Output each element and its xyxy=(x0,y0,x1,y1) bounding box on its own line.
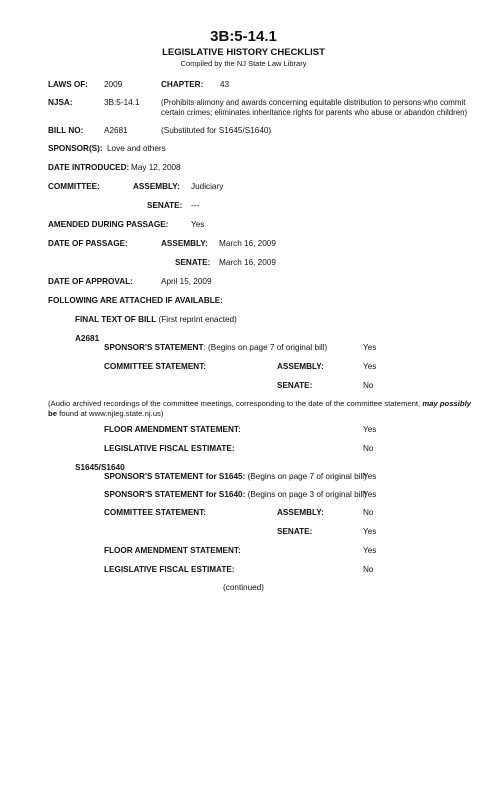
attached-heading: FOLLOWING ARE ATTACHED IF AVAILABLE: xyxy=(48,296,223,305)
s1645-committee-label: COMMITTEE STATEMENT: xyxy=(104,508,207,517)
s1645-floor-value: Yes xyxy=(363,546,377,555)
a2681-senate-value: No xyxy=(363,381,374,390)
njsa-description-line1: (Prohibits alimony and awards concerning equitable distribution to persons who commit xyxy=(161,98,466,107)
audio-note-be: be xyxy=(48,409,57,418)
passage-senate-value: March 16, 2009 xyxy=(219,258,276,267)
audio-note-link: found at www.njleg.state.nj.us) xyxy=(59,409,164,418)
s1645-senate-value: Yes xyxy=(363,527,377,536)
committee-assembly-value: Judiciary xyxy=(191,182,224,191)
continued-note: (continued) xyxy=(223,583,264,592)
date-introduced-value: May 12, 2008 xyxy=(131,163,181,172)
s1645-sponsor-row xyxy=(104,472,367,481)
a2681-floor-label: FLOOR AMENDMENT STATEMENT: xyxy=(104,425,241,434)
sponsors-label: SPONSOR(S): xyxy=(48,144,103,153)
audio-note-line1 xyxy=(48,399,471,408)
passage-assembly-value: March 16, 2009 xyxy=(219,239,276,248)
committee-senate-label: SENATE: xyxy=(147,201,183,210)
chapter-label: CHAPTER: xyxy=(161,80,204,89)
passage-label: DATE OF PASSAGE: xyxy=(48,239,128,248)
bill-no-label: BILL NO: xyxy=(48,126,84,135)
a2681-senate-label: SENATE: xyxy=(277,381,313,390)
amended-value: Yes xyxy=(191,220,205,229)
s1645-fiscal-value: No xyxy=(363,565,374,574)
a2681-sponsor-note: : (Begins on page 7 of original bill) xyxy=(203,343,328,352)
s1640-sponsor-note: (Begins on page 3 of original bill) xyxy=(247,490,367,499)
s1645-fiscal-label: LEGISLATIVE FISCAL ESTIMATE: xyxy=(104,565,235,574)
date-introduced-label: DATE INTRODUCED: xyxy=(48,163,130,172)
final-text-row xyxy=(75,315,237,324)
s1645-assembly-label: ASSEMBLY: xyxy=(277,508,324,517)
s1645-assembly-value: No xyxy=(363,508,374,517)
laws-of-label: LAWS OF: xyxy=(48,80,89,89)
a2681-sponsor-label: SPONSOR'S STATEMENT xyxy=(104,343,204,352)
final-text-note: (First reprint enacted) xyxy=(158,315,237,324)
statute-number: 3B:5-14.1 xyxy=(210,28,277,45)
s1640-sponsor-row xyxy=(104,490,367,499)
passage-assembly-label: ASSEMBLY: xyxy=(161,239,208,248)
a2681-assembly-label: ASSEMBLY: xyxy=(277,362,324,371)
a2681-fiscal-label: LEGISLATIVE FISCAL ESTIMATE: xyxy=(104,444,235,453)
final-text-label: FINAL TEXT OF BILL xyxy=(75,315,157,324)
njsa-description-line2: certain crimes; eliminates inheritance rights for parents who abuse or abandon children) xyxy=(161,108,468,117)
compiled-by: Compiled by the NJ State Law Library xyxy=(180,59,307,68)
a2681-sponsor-value: Yes xyxy=(363,343,377,352)
s1645-heading: S1645/S1640 xyxy=(75,463,125,472)
s1640-sponsor-value: Yes xyxy=(363,490,377,499)
audio-note-line2 xyxy=(48,409,163,418)
a2681-assembly-value: Yes xyxy=(363,362,377,371)
s1645-sponsor-label: SPONSOR'S STATEMENT for S1645: xyxy=(104,472,246,481)
s1645-sponsor-note: (Begins on page 7 of original bill) xyxy=(247,472,367,481)
njsa-label: NJSA: xyxy=(48,98,73,107)
committee-assembly-label: ASSEMBLY: xyxy=(133,182,180,191)
s1645-sponsor-value: Yes xyxy=(363,472,377,481)
a2681-sponsor-row xyxy=(104,343,327,352)
laws-of-value: 2009 xyxy=(104,80,123,89)
committee-label: COMMITTEE: xyxy=(48,182,100,191)
audio-note-emphasis: may possibly xyxy=(422,399,472,408)
njsa-value: 3B:5-14.1 xyxy=(104,98,140,107)
sponsors-value: Love and others xyxy=(107,144,166,153)
chapter-value: 43 xyxy=(220,80,230,89)
s1640-sponsor-label: SPONSOR'S STATEMENT for S1640: xyxy=(104,490,246,499)
a2681-fiscal-value: No xyxy=(363,444,374,453)
a2681-committee-label: COMMITTEE STATEMENT: xyxy=(104,362,207,371)
passage-senate-label: SENATE: xyxy=(175,258,211,267)
bill-substituted-note: (Substituted for S1645/S1640) xyxy=(161,126,272,135)
audio-note-text: (Audio archived recordings of the committee meetings, corresponding to the date of the committee statement, xyxy=(48,399,421,408)
page-title: LEGISLATIVE HISTORY CHECKLIST xyxy=(162,47,325,58)
committee-senate-value: --- xyxy=(191,201,200,210)
s1645-floor-label: FLOOR AMENDMENT STATEMENT: xyxy=(104,546,241,555)
approval-value: April 15, 2009 xyxy=(161,277,212,286)
a2681-floor-value: Yes xyxy=(363,425,377,434)
s1645-senate-label: SENATE: xyxy=(277,527,313,536)
a2681-heading: A2681 xyxy=(75,334,100,343)
amended-label: AMENDED DURING PASSAGE: xyxy=(48,220,169,229)
approval-label: DATE OF APPROVAL: xyxy=(48,277,133,286)
bill-no-value: A2681 xyxy=(104,126,128,135)
